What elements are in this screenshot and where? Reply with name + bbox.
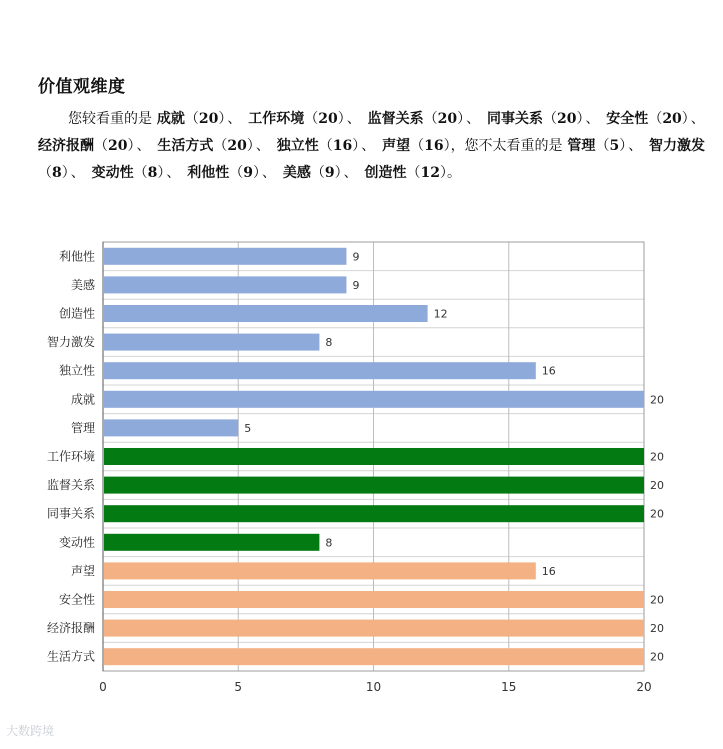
summary-item: 经济报酬（20） 、 bbox=[38, 138, 151, 154]
summary-item-score: 8 bbox=[147, 165, 158, 181]
summary-item-label: 利他性 bbox=[182, 165, 230, 181]
summary-item-label: 工作环境 bbox=[243, 111, 305, 127]
bar-value-label: 20 bbox=[650, 593, 664, 607]
bar bbox=[104, 620, 644, 637]
y-category-label: 创造性 bbox=[58, 306, 95, 321]
y-category-label: 经济报酬 bbox=[46, 621, 95, 636]
summary-middle: ，您不太看重的是 bbox=[450, 138, 563, 154]
bar-value-label: 20 bbox=[650, 450, 664, 464]
bar bbox=[104, 419, 238, 436]
y-category-label: 智力激发 bbox=[46, 335, 95, 350]
summary-item-score: 9 bbox=[243, 165, 253, 181]
watermark-logo: 大数跨境 bbox=[6, 724, 55, 738]
summary-item-label: 创造性 bbox=[359, 165, 407, 181]
summary-item-label: 成就 bbox=[152, 111, 185, 127]
summary-item-label: 智力激发 bbox=[644, 138, 706, 154]
y-category-label: 声望 bbox=[70, 563, 95, 578]
summary-item-score: 20 bbox=[227, 138, 247, 154]
summary-item: 监督关系（20） 、 bbox=[362, 111, 481, 127]
summary-item: 安全性（20） 、 bbox=[601, 111, 705, 127]
summary-item-label: 变动性 bbox=[86, 165, 134, 181]
y-category-label: 美感 bbox=[70, 277, 95, 292]
summary-item-label: 生活方式 bbox=[152, 138, 214, 154]
summary-item-label: 安全性 bbox=[601, 111, 649, 127]
bar bbox=[104, 334, 319, 351]
summary-item: 成就（20） 、 bbox=[152, 111, 242, 127]
summary-item: 独立性（16） 、 bbox=[271, 138, 376, 154]
x-tick-label: 5 bbox=[234, 680, 243, 694]
bar-value-label: 20 bbox=[650, 507, 664, 521]
x-tick-label: 20 bbox=[636, 680, 652, 694]
summary-item-label: 管理 bbox=[562, 138, 596, 154]
bar bbox=[104, 534, 319, 551]
bar-value-label: 20 bbox=[650, 479, 664, 493]
summary-item-score: 20 bbox=[556, 111, 577, 127]
summary-item-score: 20 bbox=[318, 111, 338, 127]
bar bbox=[104, 276, 346, 293]
y-category-label: 管理 bbox=[70, 420, 95, 435]
summary-item: 利他性（9） 、 bbox=[182, 165, 276, 181]
summary-item: 同事关系（20） 、 bbox=[482, 111, 600, 127]
summary-item-label: 经济报酬 bbox=[38, 138, 94, 154]
x-tick-label: 10 bbox=[365, 680, 382, 694]
y-category-label: 工作环境 bbox=[46, 449, 95, 464]
bar-value-label: 20 bbox=[650, 622, 664, 636]
y-category-label: 生活方式 bbox=[46, 649, 95, 664]
summary-item-score: 9 bbox=[324, 165, 335, 181]
summary-item: 声望（16） bbox=[377, 138, 451, 154]
y-category-label: 监督关系 bbox=[46, 478, 95, 493]
summary-item-label: 同事关系 bbox=[482, 111, 543, 127]
summary-item: 生活方式（20） 、 bbox=[152, 138, 270, 154]
bar-value-label: 20 bbox=[650, 650, 664, 664]
summary-item-score: 8 bbox=[52, 165, 62, 181]
summary-prefix: 您较看重的是 bbox=[68, 111, 152, 127]
bar-value-label: 8 bbox=[325, 336, 333, 350]
y-category-label: 独立性 bbox=[58, 363, 95, 378]
summary-item-label: 独立性 bbox=[271, 138, 319, 154]
summary-item-score: 12 bbox=[420, 165, 440, 181]
y-category-label: 变动性 bbox=[58, 535, 95, 550]
bar bbox=[104, 391, 644, 408]
chart-svg bbox=[0, 230, 723, 710]
bar-value-label: 9 bbox=[352, 250, 360, 264]
bar bbox=[104, 477, 644, 494]
bar-value-label: 8 bbox=[325, 536, 333, 550]
summary-item-label: 监督关系 bbox=[362, 111, 424, 127]
bar-value-label: 12 bbox=[433, 307, 448, 321]
bar-value-label: 20 bbox=[650, 393, 664, 407]
bar bbox=[104, 648, 644, 665]
summary-item-score: 20 bbox=[437, 111, 458, 127]
bar bbox=[104, 362, 536, 379]
bar bbox=[104, 591, 644, 608]
bar-value-label: 5 bbox=[244, 421, 252, 435]
summary-item-label: 美感 bbox=[278, 165, 311, 181]
y-category-label: 利他性 bbox=[58, 249, 95, 264]
summary-item: 美感（9） 、 bbox=[278, 165, 358, 181]
summary-item: 工作环境（20） 、 bbox=[243, 111, 361, 127]
summary-item-score: 20 bbox=[662, 111, 682, 127]
x-tick-label: 15 bbox=[501, 680, 517, 694]
bar-value-label: 9 bbox=[352, 278, 360, 292]
summary-item-score: 20 bbox=[198, 111, 219, 127]
summary-item: 变动性（8） 、 bbox=[86, 165, 181, 181]
summary-item-label: 声望 bbox=[377, 138, 411, 154]
bar bbox=[104, 505, 644, 522]
bar bbox=[104, 305, 428, 322]
bar bbox=[104, 562, 536, 579]
bar-value-label: 16 bbox=[541, 564, 556, 578]
values-bar-chart bbox=[0, 230, 723, 710]
x-tick-label: 0 bbox=[99, 680, 107, 694]
bar bbox=[104, 248, 346, 265]
section-heading: 价值观维度 bbox=[38, 77, 126, 97]
summary-item-score: 20 bbox=[108, 138, 128, 154]
summary-item-score: 16 bbox=[424, 138, 444, 154]
summary-item: 管理（5） 、 bbox=[562, 138, 643, 154]
summary-item-score: 16 bbox=[332, 138, 353, 154]
bar-value-label: 16 bbox=[541, 364, 556, 378]
bar bbox=[104, 448, 644, 465]
summary-end: 。 bbox=[446, 165, 461, 181]
y-category-label: 成就 bbox=[70, 392, 95, 407]
summary-item: 智力激发（8） 、 bbox=[38, 138, 706, 181]
summary-item-score: 5 bbox=[609, 138, 620, 154]
y-category-label: 安全性 bbox=[58, 592, 95, 607]
summary-paragraph bbox=[38, 106, 710, 187]
y-category-label: 同事关系 bbox=[46, 506, 95, 521]
summary-item: 创造性（12） bbox=[359, 165, 447, 181]
